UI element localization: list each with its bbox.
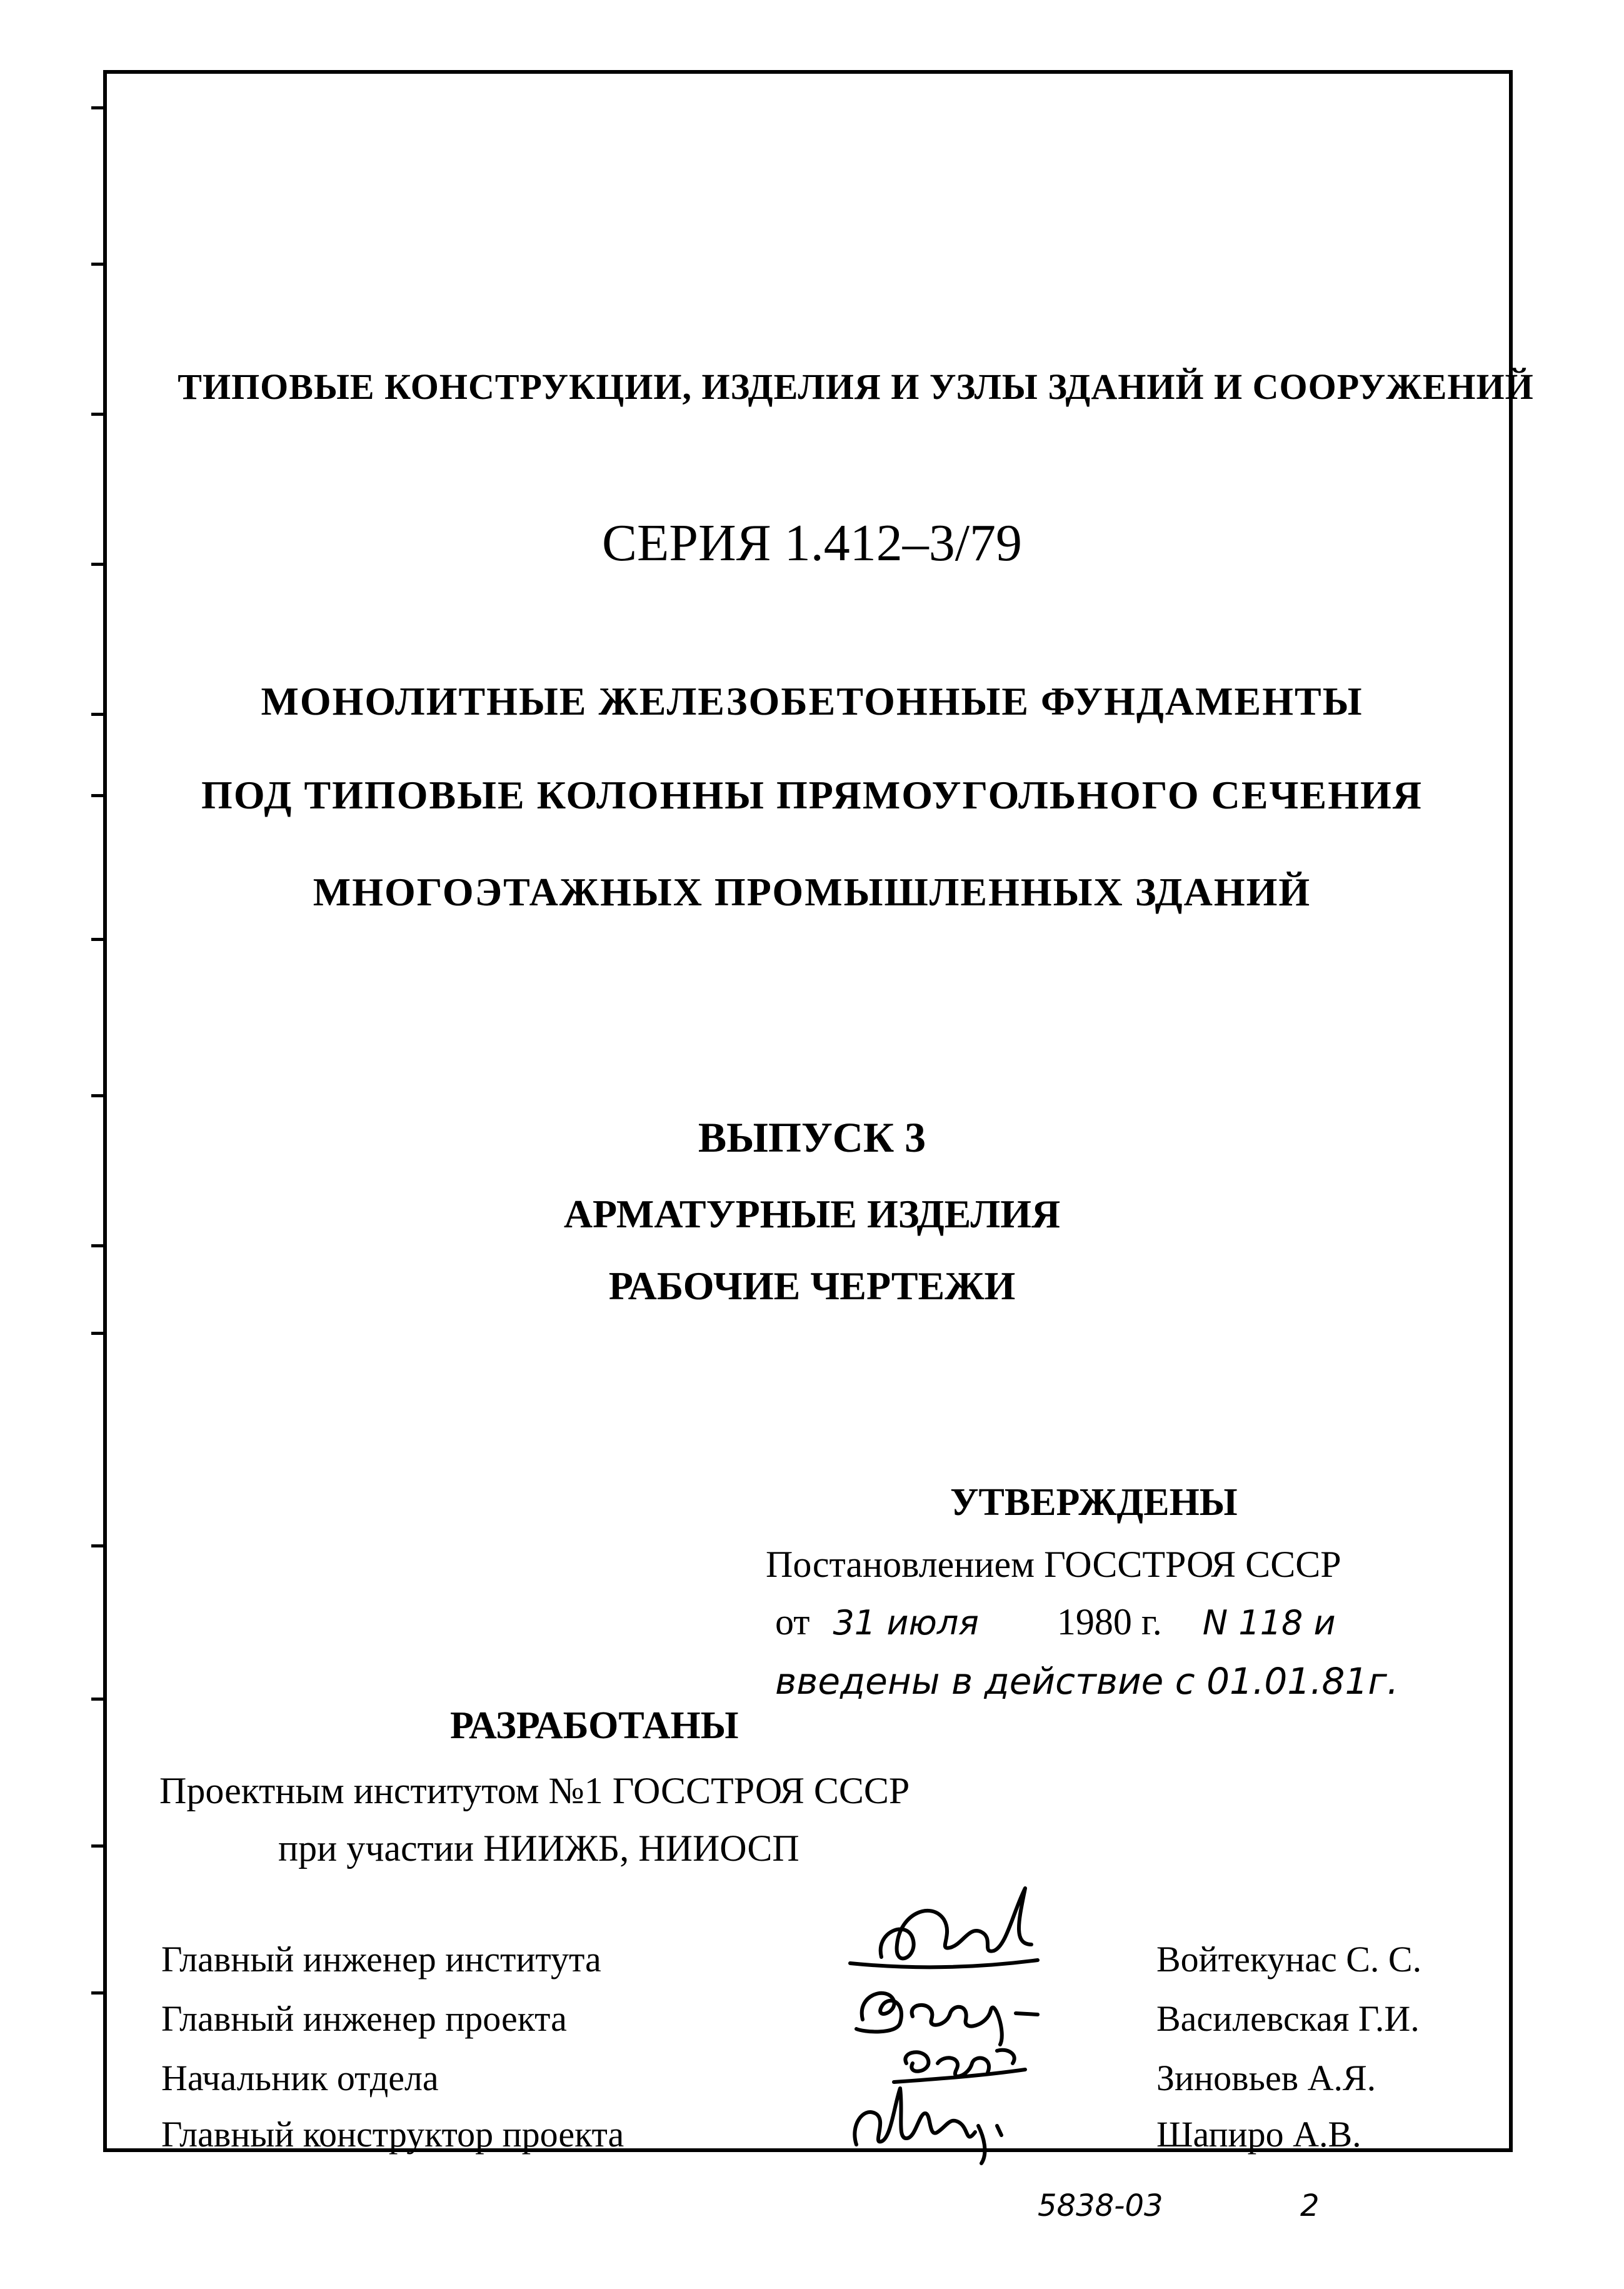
margin-tick bbox=[91, 1244, 106, 1247]
margin-tick bbox=[91, 938, 106, 941]
margin-tick bbox=[91, 1544, 106, 1547]
signatory-role: Главный инженер института bbox=[161, 1939, 601, 1980]
approval-heading: УТВЕРЖДЕНЫ bbox=[950, 1481, 1238, 1524]
margin-tick bbox=[91, 1332, 106, 1335]
title-line-2: ПОД ТИПОВЫЕ КОЛОННЫ ПРЯМОУГОЛЬНОГО СЕЧЕНИЯ bbox=[201, 773, 1423, 817]
signatory-role: Начальник отдела bbox=[161, 2058, 439, 2098]
signature-chief-engineer-institute bbox=[850, 1888, 1038, 1967]
issue-number: ВЫПУСК 3 bbox=[698, 1114, 926, 1161]
approval-authority: Постановлением ГОССТРОЯ СССР bbox=[766, 1544, 1341, 1585]
series-number: СЕРИЯ 1.412–3/79 bbox=[601, 514, 1023, 572]
signature-head-of-department bbox=[894, 2050, 1025, 2082]
margin-tick bbox=[91, 106, 106, 109]
approval-from: от bbox=[775, 1601, 810, 1643]
approval-number: N 118 и bbox=[1202, 1603, 1336, 1643]
approval-date-line bbox=[775, 1601, 1336, 1644]
signatory-name: Василевская Г.И. bbox=[1156, 1998, 1420, 2039]
developer-participants: при участии НИИЖБ, НИИОСП bbox=[278, 1828, 799, 1869]
title-line-3: МНОГОЭТАЖНЫХ ПРОМЫШЛЕННЫХ ЗДАНИЙ bbox=[313, 870, 1311, 914]
approval-year: 1980 г. bbox=[1056, 1601, 1162, 1643]
signature-chief-designer bbox=[855, 2088, 1001, 2163]
margin-tick bbox=[91, 413, 106, 416]
margin-tick bbox=[91, 263, 106, 266]
signatory-name: Шапиро А.В. bbox=[1156, 2114, 1361, 2155]
approval-date: 31 июля bbox=[833, 1603, 979, 1643]
issue-subject: АРМАТУРНЫЕ ИЗДЕЛИЯ bbox=[563, 1192, 1061, 1236]
signatory-role: Главный инженер проекта bbox=[161, 1998, 567, 2039]
margin-tick bbox=[91, 1698, 106, 1701]
signatory-name: Зиновьев А.Я. bbox=[1156, 2058, 1376, 2098]
archive-code: 5838-03 bbox=[1038, 2188, 1163, 2223]
developed-heading: РАЗРАБОТАНЫ bbox=[450, 1704, 739, 1747]
margin-tick bbox=[91, 1991, 106, 1995]
signatory-name: Войтекунас С. С. bbox=[1156, 1939, 1422, 1980]
margin-tick bbox=[91, 1094, 106, 1097]
signature-chief-engineer-project bbox=[856, 1993, 1038, 2045]
issue-type: РАБОЧИЕ ЧЕРТЕЖИ bbox=[608, 1264, 1016, 1308]
signatory-role: Главный конструктор проекта bbox=[161, 2114, 624, 2155]
title-line-1: МОНОЛИТНЫЕ ЖЕЛЕЗОБЕТОННЫЕ ФУНДАМЕНТЫ bbox=[261, 679, 1363, 723]
collection-heading: ТИПОВЫЕ КОНСТРУКЦИИ, ИЗДЕЛИЯ И УЗЛЫ ЗДАНИЙ И СООРУЖЕНИЙ bbox=[178, 366, 1534, 407]
enactment-note: введены в действие с 01.01.81г. bbox=[775, 1660, 1399, 1703]
developer-institute: Проектным институтом №1 ГОССТРОЯ СССР bbox=[159, 1770, 910, 1811]
handwritten-signatures bbox=[838, 1876, 1138, 2170]
margin-tick bbox=[91, 1844, 106, 1848]
page-number: 2 bbox=[1300, 2188, 1320, 2223]
